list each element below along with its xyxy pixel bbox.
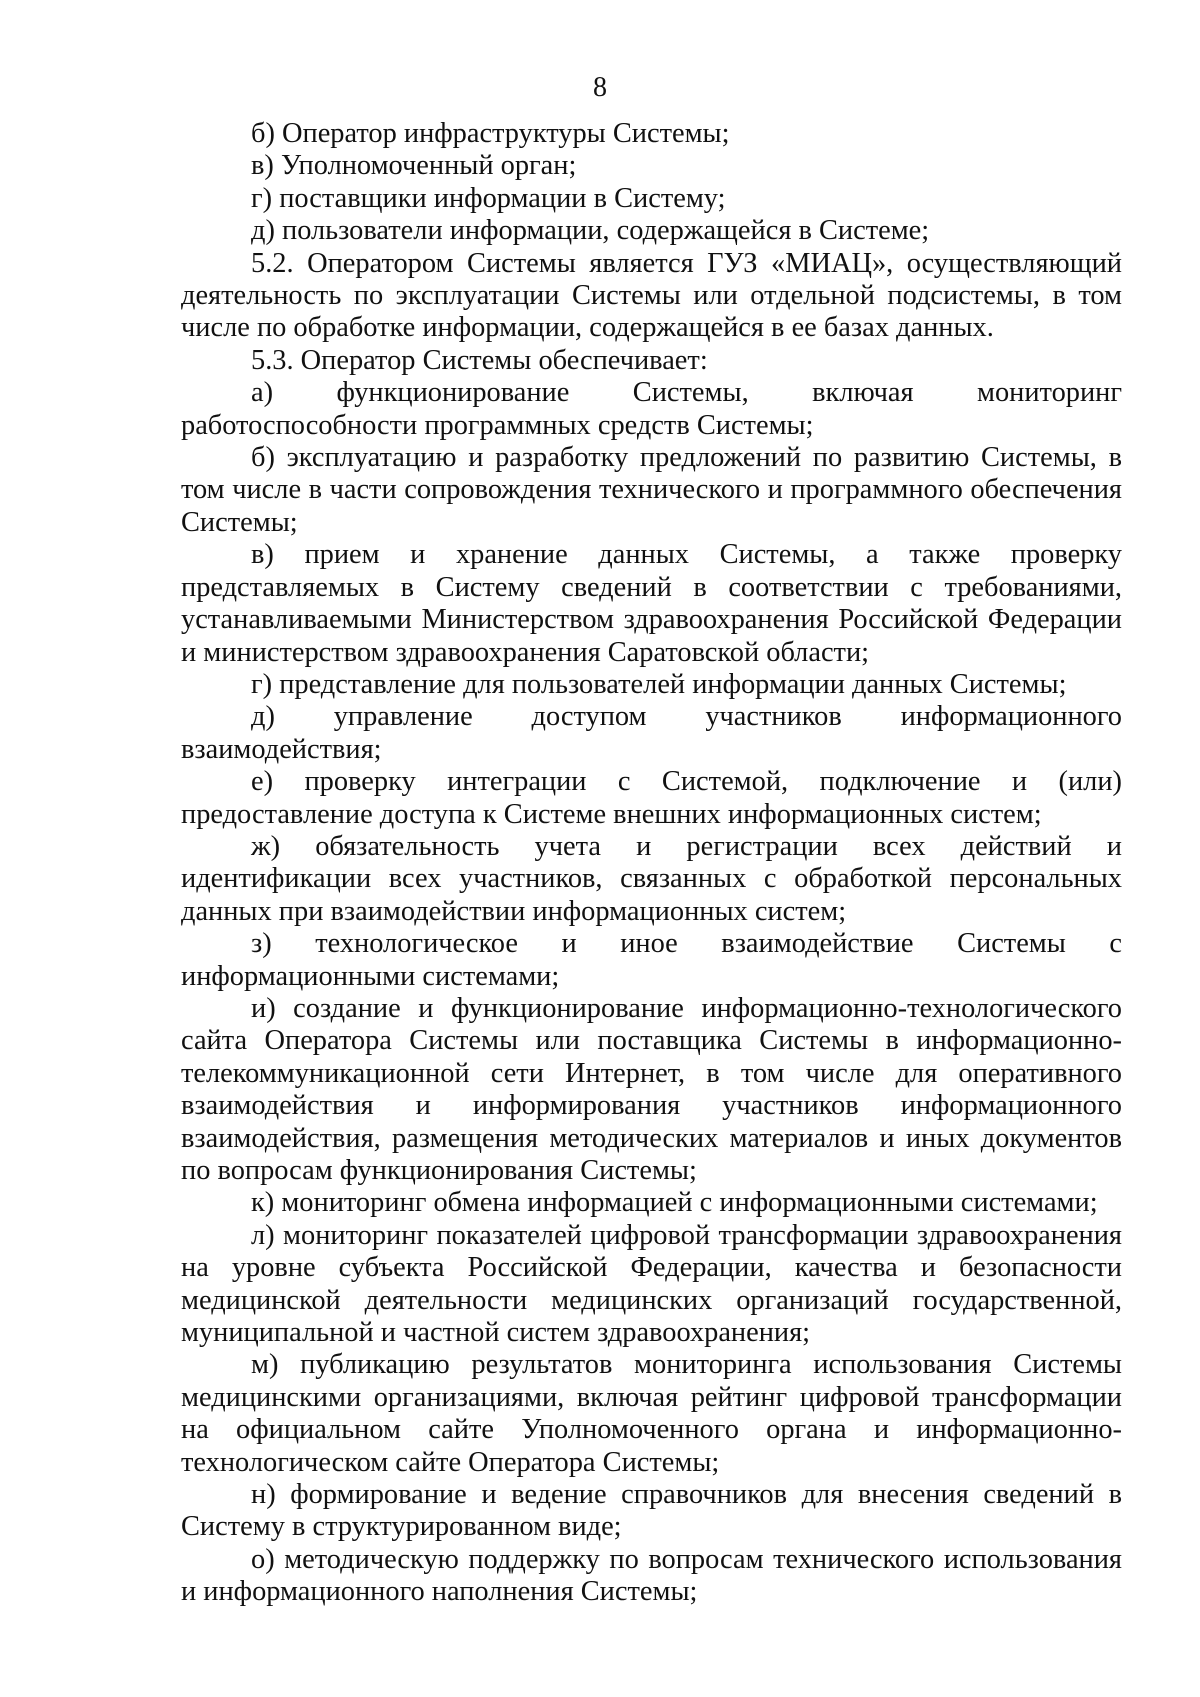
paragraph-v-data-intake: в) прием и хранение данных Системы, а также проверку представляемых в Систему сведений в соответствии с требованиями, устанавливаемыми Министерством здравоохранения Российской Федерации и министерством здравоохранения Саратовской области;	[181, 539, 1122, 668]
paragraph-e-integration: е) проверку интеграции с Системой, подключение и (или) предоставление доступа к Системе внешних информационных систем;	[181, 766, 1122, 830]
paragraph-5-3: 5.3. Оператор Системы обеспечивает:	[251, 344, 708, 376]
document-body	[181, 118, 1122, 1609]
paragraph-5-2: 5.2. Оператором Системы является ГУЗ «МИАЦ», осуществляющий деятельность по эксплуатации Системы или отдельной подсистемы, в том числе по обработке информации, содержащейся в ее базах данных.	[181, 247, 1122, 344]
paragraph-m-publication: м) публикацию результатов мониторинга использования Системы медицинскими организациями, включая рейтинг цифровой трансформации на официальном сайте Уполномоченного органа и информационно-технологическом сайте Оператора Системы;	[181, 1349, 1122, 1478]
paragraph-d-access-management: д) управление доступом участников информационного взаимодействия;	[181, 701, 1122, 765]
paragraph-l-indicator-monitoring: л) мониторинг показателей цифровой трансформации здравоохранения на уровне субъекта Российской Федерации, качества и безопасности медицинской деятельности медицинских организаций государственной, муниципальной и частной систем здравоохранения;	[181, 1219, 1122, 1349]
paragraph-n-reference-books: н) формирование и ведение справочников для внесения сведений в Систему в структурированном виде;	[181, 1479, 1122, 1543]
page-number: 8	[593, 72, 607, 103]
paragraph-zh-registration: ж) обязательность учета и регистрации всех действий и идентификации всех участников, связанных с обработкой персональных данных при взаимодействии информационных систем;	[181, 830, 1122, 927]
paragraph-a-functioning: а) функционирование Системы, включая мониторинг работоспособности программных средств Системы;	[181, 377, 1122, 441]
paragraph-v-authorized-body: в) Уполномоченный орган;	[251, 150, 577, 182]
paragraph-o-methodical-support: о) методическую поддержку по вопросам технического использования и информационного наполнения Системы;	[181, 1543, 1122, 1608]
paragraph-i-website: и) создание и функционирование информационно-технологического сайта Оператора Системы или поставщика Системы в информационно-телекоммуникационной сети Интернет, в том числе для оперативного взаимодействия и информирования участников информационного взаимодействия, размещения методических материалов и иных документов по вопросам функционирования Системы;	[181, 992, 1122, 1186]
paragraph-b-operation: б) эксплуатацию и разработку предложений по развитию Системы, в том числе в части сопровождения технического и программного обеспечения Системы;	[181, 442, 1122, 538]
paragraph-z-interaction: з) технологическое и иное взаимодействие Системы с информационными системами;	[181, 928, 1122, 992]
paragraph-d-information-users: д) пользователи информации, содержащейся в Системе;	[251, 215, 930, 247]
paragraph-k-exchange-monitoring: к) мониторинг обмена информацией с информационными системами;	[251, 1187, 1098, 1219]
paragraph-g-information-suppliers: г) поставщики информации в Систему;	[251, 182, 726, 214]
paragraph-g-data-presentation: г) представление для пользователей информации данных Системы;	[251, 668, 1067, 700]
paragraph-b-infrastructure-operator: б) Оператор инфраструктуры Системы;	[251, 118, 730, 149]
